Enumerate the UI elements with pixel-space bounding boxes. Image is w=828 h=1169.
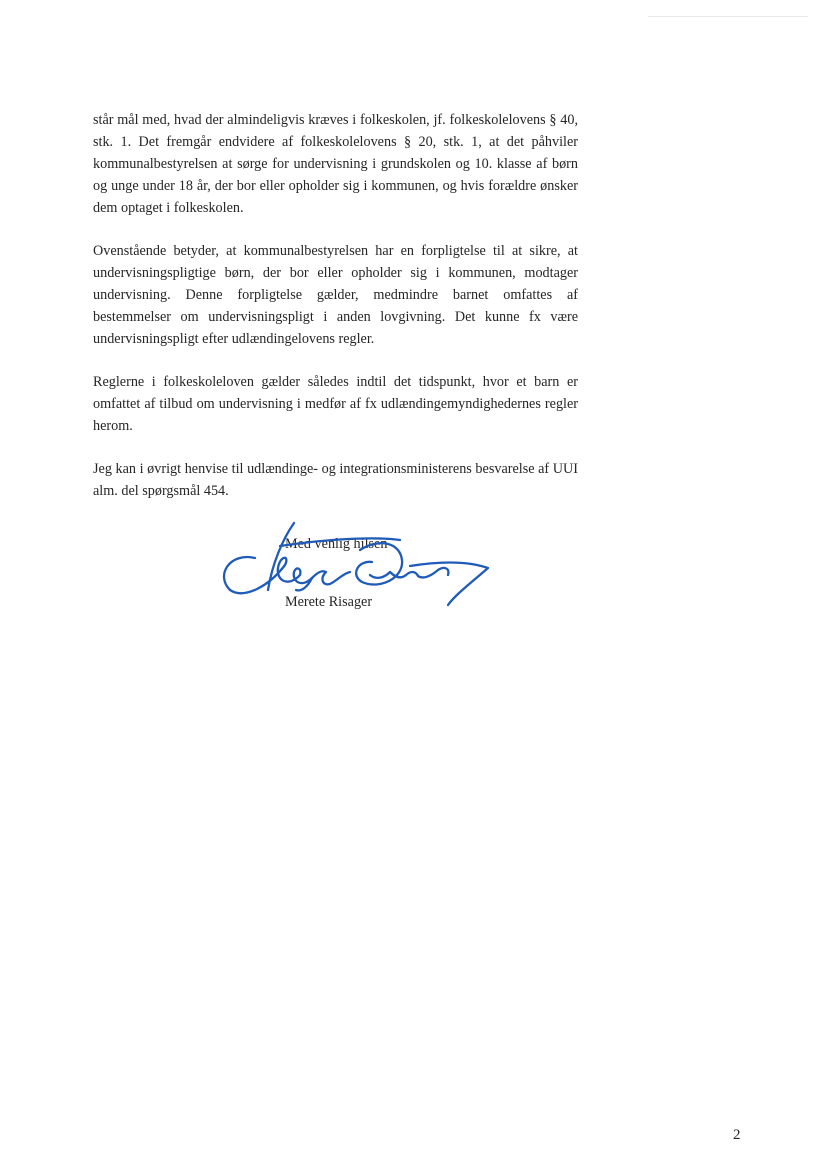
paragraph-3: Reglerne i folkeskoleloven gælder således indtil det tidspunkt, hvor et barn er omfattet af tilbud om undervisning i medfør af fx udlændingemyndighedernes regler herom. <box>93 374 578 434</box>
letter-body <box>93 109 578 523</box>
paragraph-2: Ovenstående betyder, at kommunalbestyrelsen har en forpligtelse til at sikre, at undervisningspligtige børn, der bor eller opholder sig i kommunen, modtager undervisning. Denne forpligtelse gælder, medmindre barnet omfattes af bestemmelser om undervisningspligt i anden lovgivning. Det kunne fx være undervisningspligt efter udlændingelovens regler. <box>93 243 578 347</box>
paragraph-1: står mål med, hvad der almindeligvis kræves i folkeskolen, jf. folkeskolelovens § 40, stk. 1. Det fremgår endvidere af folkeskolelovens § 20, stk. 1, at det påhviler kommunalbestyrelsen at sørge for undervisning i grundskolen og 10. klasse af børn og unge under 18 år, der bor eller opholder sig i kommunen, og hvis forældre ønsker dem optaget i folkeskolen. <box>93 112 578 216</box>
page-number: 2 <box>733 1127 741 1143</box>
signer-name: Merete Risager <box>285 594 373 610</box>
closing-greeting: Med venlig hilsen <box>285 536 388 552</box>
handwritten-signature <box>210 520 495 615</box>
paragraph-4: Jeg kan i øvrigt henvise til udlændinge- og integrationsministerens besvarelse af UUI alm. del spørgsmål 454. <box>93 461 578 499</box>
header-rule <box>648 16 808 17</box>
